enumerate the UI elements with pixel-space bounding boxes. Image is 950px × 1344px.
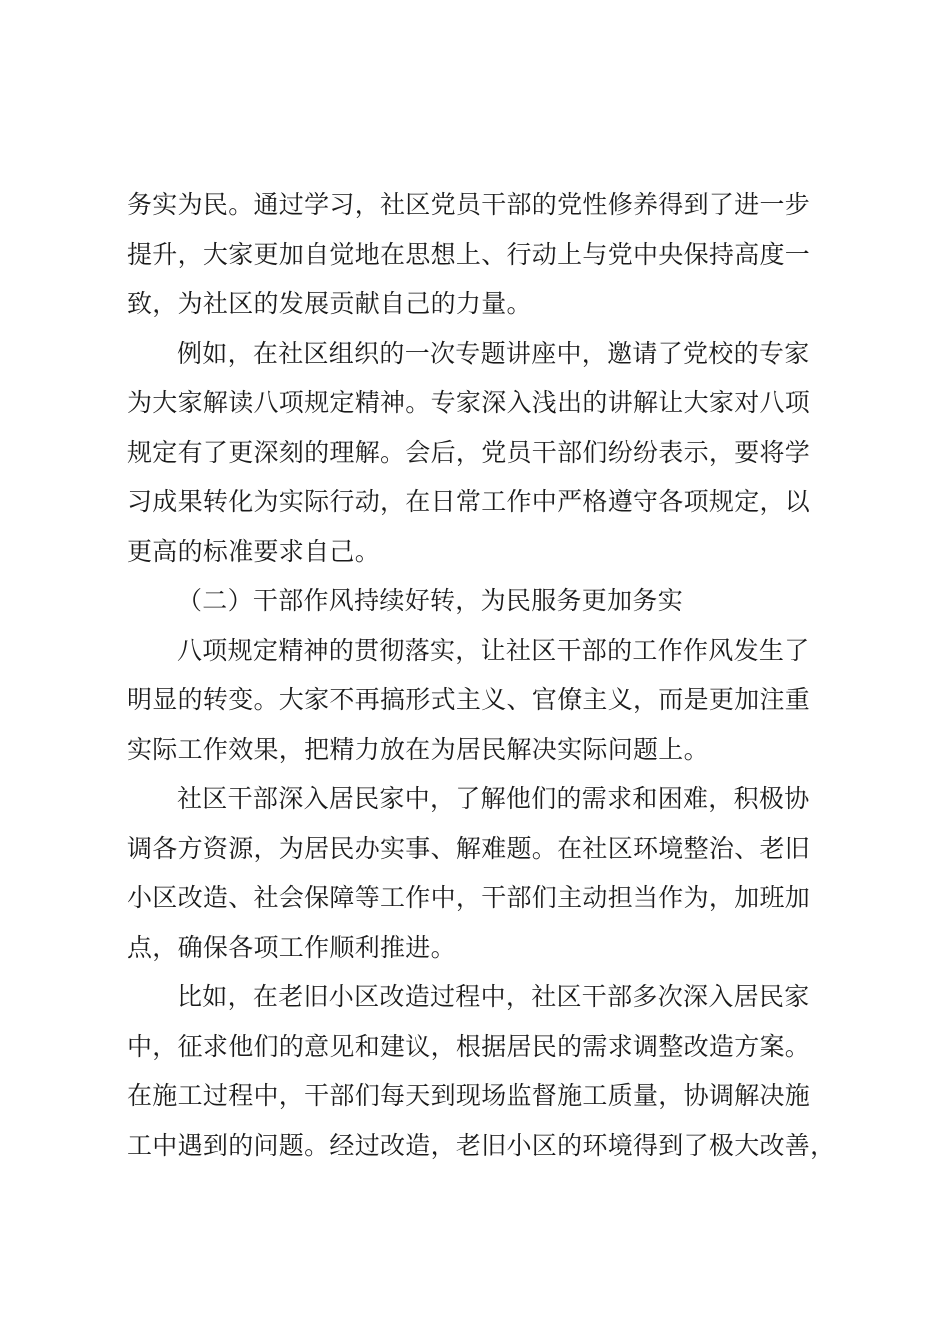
text-line: 比如，在老旧小区改造过程中，社区干部多次深入居民家 [177,982,810,1011]
document-body [127,180,835,1170]
text-line: 为大家解读八项规定精神。专家深入浅出的讲解让大家对八项 [127,388,811,417]
text-line: 明显的转变。大家不再搞形式主义、官僚主义，而是更加注重 [127,685,811,714]
text-line: 工中遇到的问题。经过改造，老旧小区的环境得到了极大改善， [127,1130,836,1160]
text-line: 例如，在社区组织的一次专题讲座中，邀请了党校的专家 [177,338,810,368]
text-line: 更高的标准要求自己。 [127,536,381,566]
text-line: 八项规定精神的贯彻落实，让社区干部的工作作风发生了 [177,635,810,665]
text-line: 致，为社区的发展贡献自己的力量。 [127,289,532,318]
section-heading: （二）干部作风持续好转，为民服务更加务实 [177,586,684,615]
text-line: 点，确保各项工作顺利推进。 [127,932,456,962]
text-line: 规定有了更深刻的理解。会后，党员干部们纷纷表示，要将学 [127,437,811,467]
text-line: 在施工过程中，干部们每天到现场监督施工质量，协调解决施 [127,1081,811,1110]
text-line: 调各方资源，为居民办实事、解难题。在社区环境整治、老旧 [127,833,811,863]
text-line: 中，征求他们的意见和建议，根据居民的需求调整改造方案。 [127,1031,811,1061]
text-line: 习成果转化为实际行动，在日常工作中严格遵守各项规定，以 [127,487,811,516]
text-line: 小区改造、社会保障等工作中，干部们主动担当作为，加班加 [127,883,811,912]
text-line: 实际工作效果，把精力放在为居民解决实际问题上。 [127,734,709,764]
text-line: 务实为民。通过学习，社区党员干部的党性修养得到了进一步 [127,190,811,219]
text-line: 提升，大家更加自觉地在思想上、行动上与党中央保持高度一 [127,239,811,269]
text-line: 社区干部深入居民家中，了解他们的需求和困难，积极协 [177,784,810,813]
